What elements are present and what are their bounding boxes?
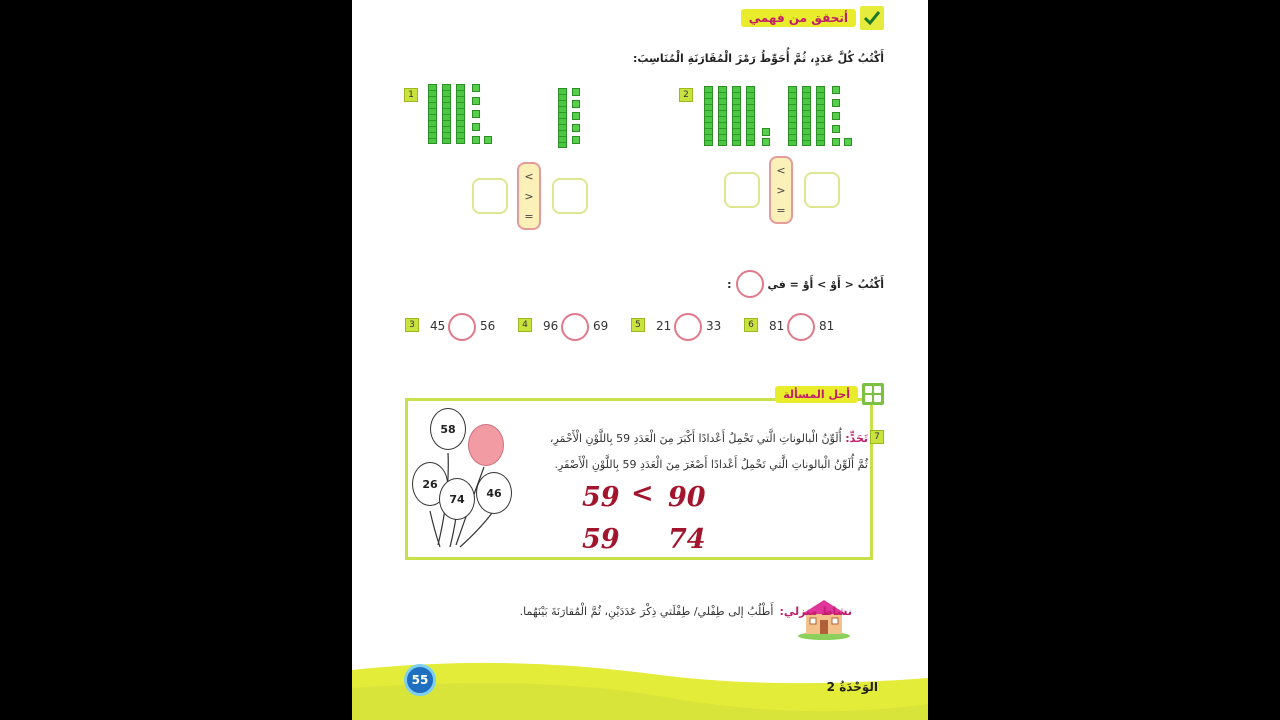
house-icon (796, 596, 852, 640)
base-ten-blocks-left (704, 86, 784, 152)
compare-circle[interactable] (787, 313, 815, 341)
compare-right: 69 (593, 319, 609, 333)
grid-icon (862, 383, 884, 405)
checkmark-icon (860, 6, 884, 30)
balloon-colored[interactable] (468, 424, 504, 466)
greater-than-symbol[interactable]: > (776, 183, 786, 197)
problem-text: تَحَدٍّ: أُلَوِّنُ الْبالوناتِ الَّتي تَحْمِلُ أَعْدادًا أَكْبَرَ مِنَ الْعَدَدِ 59 بِاللَّوْنِ الْأَحْمَرِ، ثُمَّ أُلَوِّنُ الْبالوناتِ الَّتي تَحْمِلُ أَعْدادًا أَصْغَرَ مِنَ الْعَدَدِ 59 بِاللَّوْنِ الْأَصْفَرِ. (549, 432, 868, 471)
circle-placeholder (736, 270, 764, 298)
compare-right: 81 (819, 319, 835, 333)
textbook-page (352, 0, 928, 720)
greater-than-symbol[interactable]: > (524, 189, 534, 203)
compare-left: 21 (656, 319, 672, 333)
home-activity: نشاط منزلي: أَطْلُبُ إلى طِفْلي/ طِفْلَتي ذِكْرَ عَدَدَيْنِ، ثُمَّ الْمُقارَنَةَ بَيْنَهُما. (519, 605, 852, 618)
less-than-symbol[interactable]: < (524, 169, 534, 183)
page-number: 55 (404, 664, 436, 696)
compare-left: 45 (430, 319, 446, 333)
section-header (741, 6, 884, 30)
comparison-symbols (517, 162, 541, 230)
answer-box-left[interactable] (724, 172, 760, 208)
comparison-symbols (769, 156, 793, 224)
less-than-symbol[interactable]: < (776, 163, 786, 177)
exercise-number: 2 (679, 88, 693, 102)
problem-title: أحل المسألة (775, 386, 858, 403)
section-title: أتحقق من فهمي (741, 9, 856, 27)
instruction-write-numbers: أَكْتُبُ كُلَّ عَدَدٍ، ثُمَّ أُحَوِّطُ رَمْزَ الْمُقَارَنَةِ الْمُنَاسِبَ: (633, 52, 884, 65)
balloon[interactable]: 46 (476, 472, 512, 514)
compare-circle[interactable] (448, 313, 476, 341)
problem-header (775, 383, 884, 405)
equal-symbol[interactable]: = (524, 209, 534, 223)
exercise-number: 6 (744, 318, 758, 332)
answer-box-left[interactable] (472, 178, 508, 214)
handwritten-symbol: < (631, 478, 654, 509)
handwritten-right: 74 (668, 524, 706, 555)
base-ten-blocks-right (558, 88, 588, 150)
exercise-number: 1 (404, 88, 418, 102)
handwritten-left: 59 (582, 524, 620, 555)
answer-box-right[interactable] (552, 178, 588, 214)
balloon[interactable]: 58 (430, 408, 466, 450)
compare-left: 96 (543, 319, 559, 333)
base-ten-blocks-left (428, 84, 508, 150)
exercise-number: 5 (631, 318, 645, 332)
unit-label: الوَحْدَةُ 2 (826, 680, 878, 694)
compare-circle[interactable] (561, 313, 589, 341)
exercise-number: 3 (405, 318, 419, 332)
base-ten-blocks-right (788, 86, 858, 152)
compare-left: 81 (769, 319, 785, 333)
balloon[interactable]: 74 (439, 478, 475, 520)
balloon[interactable]: 26 (412, 462, 448, 506)
handwritten-left: 59 (582, 482, 620, 513)
exercise-number: 4 (518, 318, 532, 332)
handwritten-right: 90 (668, 482, 706, 513)
answer-box-right[interactable] (804, 172, 840, 208)
compare-circle[interactable] (674, 313, 702, 341)
instruction-compare: أَكْتُبُ < أَوْ > أَوْ = في : (727, 270, 884, 298)
compare-right: 56 (480, 319, 496, 333)
compare-right: 33 (706, 319, 722, 333)
exercise-number: 7 (870, 430, 884, 444)
equal-symbol[interactable]: = (776, 203, 786, 217)
